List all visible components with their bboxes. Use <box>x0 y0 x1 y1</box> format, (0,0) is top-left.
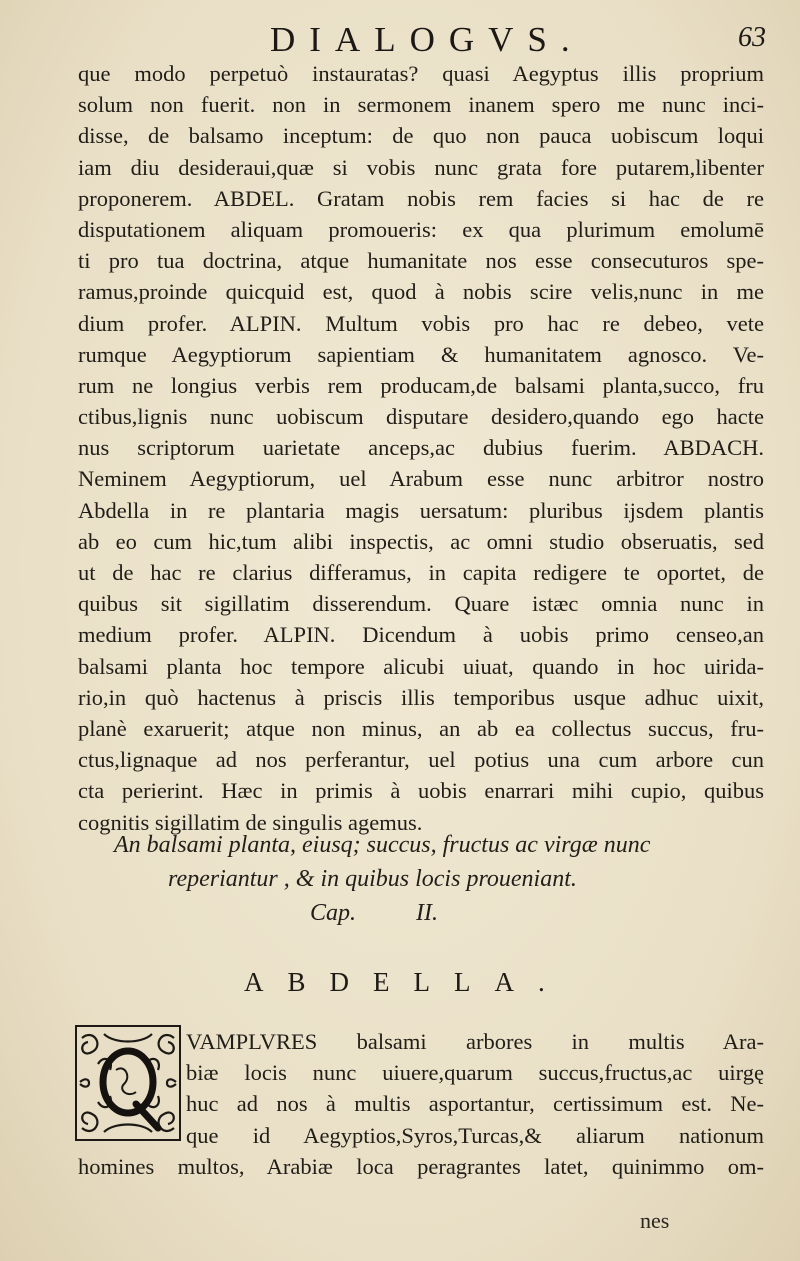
chapter-number-line <box>96 896 736 930</box>
text-line: Neminem Aegyptiorum, uel Arabum esse nunc arbitror nostro <box>78 466 764 492</box>
text-line: rum ne longius verbis rem producam,de balsami planta,succo, fru <box>78 372 764 398</box>
text-line: solum non fuerit. non in sermonem inanem spero me nunc inci- <box>78 92 764 118</box>
running-head <box>0 14 800 58</box>
chapter-heading <box>96 828 736 930</box>
cap-label: Cap. <box>310 900 357 926</box>
text-line: ramus,proinde quicquid est, quod à nobis scire velis,nunc in me <box>78 279 764 305</box>
text-line: ti pro tua doctrina, atque humanitate nos esse consecuturos spe- <box>78 248 764 274</box>
text-line: dium profer. ALPIN. Multum vobis pro hac re debeo, vete <box>78 310 764 336</box>
text-line: ut de hac re clarius differamus, in capita redigere te oportet, de <box>78 560 764 585</box>
cap-number: II. <box>416 900 438 926</box>
text-line: VAMPLVRES balsami arbores in multis Ara- <box>186 1029 764 1054</box>
text-line: iam diu desideraui,quæ si vobis nunc grata fore putarem,libenter <box>78 154 764 180</box>
text-line: ab eo cum hic,tum alibi inspectis, ac omni studio obseruatis, sed <box>78 528 764 554</box>
dialogue-paragraph <box>78 58 764 838</box>
text-line: que id Aegyptios,Syros,Turcas,& aliarum nationum <box>186 1122 764 1148</box>
text-line: medium profer. ALPIN. Dicendum à uobis primo censeo,an <box>78 622 764 648</box>
speaker-heading: ABDELLA. <box>244 967 569 997</box>
chapter-heading-line: An balsami planta, eiusq; succus, fructus ac virgæ nunc <box>114 832 651 858</box>
page-number: 63 <box>738 22 766 53</box>
text-line: nus scriptorum uarietate anceps,ac dubius fuerim. ABDACH. <box>78 435 764 461</box>
text-line: disse, de balsamo inceptum: de quo non pauca uobiscum loqui <box>78 123 764 149</box>
text-line: proponerem. ABDEL. Gratam nobis rem facies si hac de re <box>78 185 764 211</box>
text-line: que modo perpetuò instauratas? quasi Aegyptus illis proprium <box>78 61 764 86</box>
text-line: quibus sit sigillatim disserendum. Quare istæc omnia nunc in <box>78 591 764 617</box>
text-line: cognitis sigillatim de singulis agemus. <box>78 809 423 835</box>
text-line: biæ locis nunc uiuere,quarum succus,fructus,ac uirgę <box>186 1060 764 1086</box>
text-line: Abdella in re plantaria magis uersatum: pluribus ijsdem plantis <box>78 497 764 523</box>
abdella-paragraph <box>78 1026 764 1182</box>
text-line: ctus,lignaque ad nos perferantur, uel potius una cum arbore cun <box>78 747 764 773</box>
text-line: planè exaruerit; atque non minus, an ab ea collectus succus, fru- <box>78 715 764 741</box>
text-line: cta perierint. Hæc in primis à uobis enarrari mihi cupio, quibus <box>78 778 764 804</box>
text-line: balsami planta hoc tempore alicubi uiuat, quando in hoc uirida- <box>78 653 764 679</box>
chapter-heading-line: reperiantur , & in quibus locis proueniant. <box>168 866 577 892</box>
text-line: rumque Aegyptiorum sapientiam & humanitatem agnosco. Ve- <box>78 341 764 367</box>
running-title: DIALOGVS. <box>270 20 584 59</box>
text-line: ctibus,lignis nunc uobiscum disputare desidero,quando ego hacte <box>78 404 764 430</box>
catchword: nes <box>640 1208 670 1233</box>
text-line: disputationem aliquam promoueris: ex qua plurimum emolumē <box>78 216 764 242</box>
text-line: homines multos, Arabiæ loca peragrantes latet, quinimmo om- <box>78 1153 764 1179</box>
text-line: huc ad nos à multis asportantur, certissimum est. Ne- <box>186 1091 764 1117</box>
text-line: rio,in quò hactenus à priscis illis temporibus usque adhuc uixit, <box>78 684 764 710</box>
